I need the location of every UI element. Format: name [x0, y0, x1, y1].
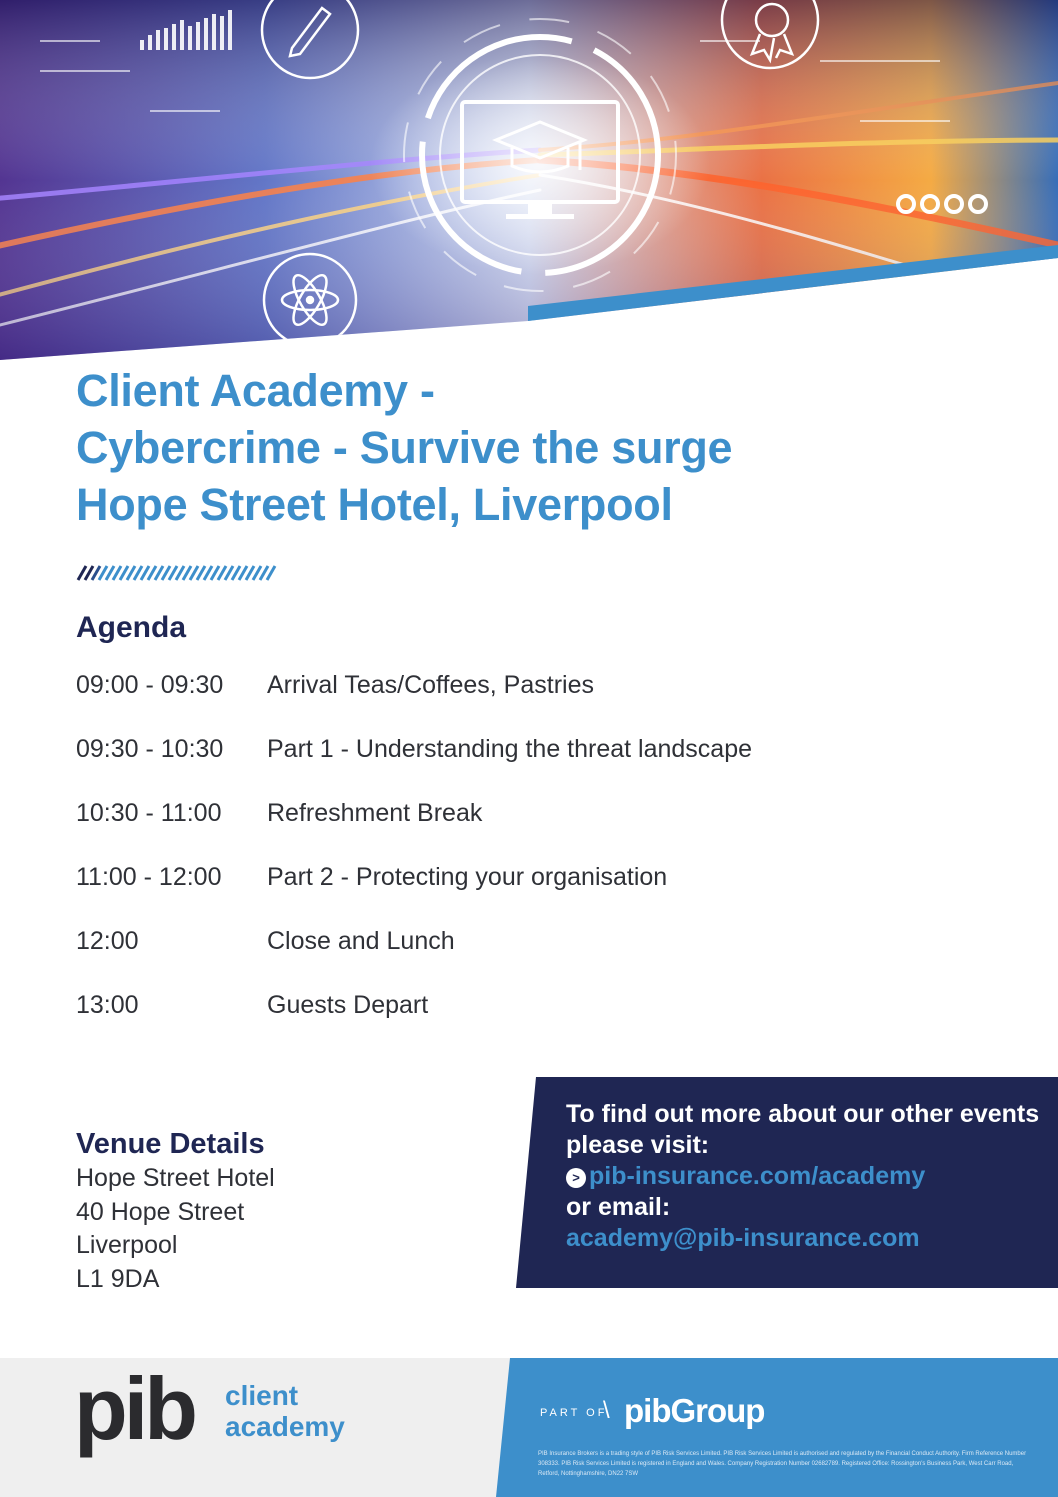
agenda-item — [76, 986, 876, 1050]
pib-group-logo: pibGroup — [624, 1392, 765, 1429]
agenda-description: Refreshment Break — [267, 799, 483, 827]
agenda-time: 09:00 - 09:30 — [76, 671, 224, 699]
venue-heading: Venue Details — [76, 1128, 265, 1160]
hero-banner — [0, 0, 1058, 360]
title-line-1: Client Academy - — [76, 365, 435, 416]
website-link-row[interactable] — [566, 1161, 1046, 1192]
agenda-description: Close and Lunch — [267, 927, 455, 955]
title-line-2: Cybercrime - Survive the surge — [76, 422, 733, 473]
agenda-item — [76, 858, 876, 922]
agenda-description: Guests Depart — [267, 991, 429, 1019]
agenda-item — [76, 922, 876, 986]
agenda-time: 09:30 - 10:30 — [76, 735, 224, 763]
website-link[interactable]: pib-insurance.com/academy — [589, 1162, 926, 1190]
logo-client-word: client — [225, 1380, 299, 1411]
venue-name: Hope Street Hotel — [76, 1164, 275, 1192]
agenda-time: 10:30 - 11:00 — [76, 799, 222, 827]
hatched-divider — [76, 565, 282, 581]
agenda-time: 12:00 — [76, 927, 139, 955]
client-academy-logo — [225, 1380, 345, 1442]
part-of-slash: \ — [603, 1397, 610, 1424]
logo-academy-word: academy — [225, 1411, 345, 1442]
venue-postcode: L1 9DA — [76, 1264, 160, 1293]
email-link[interactable]: academy@pib-insurance.com — [566, 1224, 920, 1252]
pib-logo: pib — [74, 1359, 194, 1458]
agenda-item — [76, 794, 876, 858]
legal-disclaimer: PIB Insurance Brokers is a trading style of PIB Risk Services Limited. PIB Risk Services Limited is authorised and regulated by the Financial Conduct Authority. Firm Reference Number 308333. PIB Risk Services Limited is registered in England and Wales. Company Registration Number 02682789. Registered Office: Rossington's Business Park, West Carr Road, Retford, Nottinghamshire, DN22 7SW — [538, 1451, 1027, 1477]
agenda-list — [76, 666, 876, 1050]
hero-image — [0, 0, 1058, 360]
venue-city: Liverpool — [76, 1231, 178, 1259]
agenda-time: 11:00 - 12:00 — [76, 863, 222, 891]
agenda-item — [76, 666, 876, 730]
agenda-description: Arrival Teas/Coffees, Pastries — [267, 671, 594, 699]
agenda-item — [76, 730, 876, 794]
event-title — [76, 362, 976, 533]
venue-address — [76, 1162, 275, 1296]
or-email-label: or email: — [566, 1193, 671, 1221]
title-line-3: Hope Street Hotel, Liverpool — [76, 479, 673, 530]
info-line-2: please visit: — [566, 1131, 710, 1159]
venue-street: 40 Hope Street — [76, 1197, 245, 1226]
part-of-label: PART OF — [540, 1407, 608, 1419]
agenda-heading: Agenda — [76, 611, 187, 644]
agenda-time: 13:00 — [76, 991, 139, 1019]
info-line-1: To find out more about our other events — [566, 1100, 1040, 1128]
agenda-description: Part 2 - Protecting your organisation — [267, 863, 668, 891]
more-info-text — [566, 1099, 1046, 1254]
agenda-description: Part 1 - Understanding the threat landscape — [267, 735, 753, 763]
arrow-link-icon: > — [566, 1168, 586, 1188]
